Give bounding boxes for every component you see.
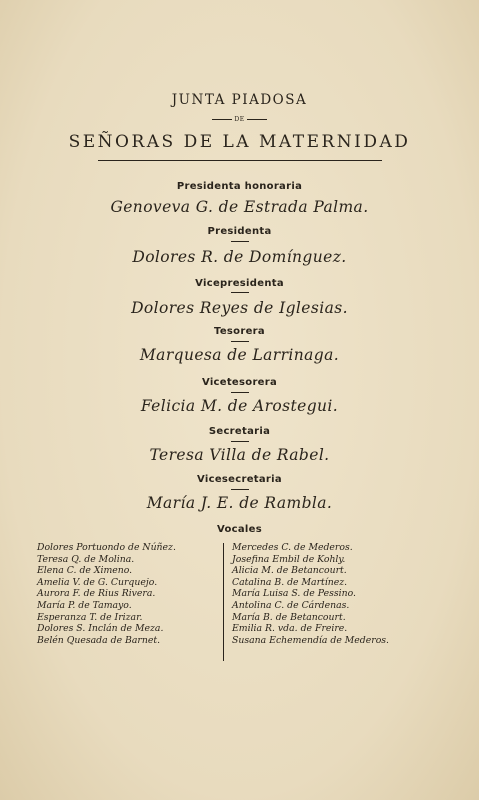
officer-name: Dolores Reyes de Iglesias. bbox=[131, 299, 348, 317]
vocales-right-column bbox=[232, 542, 389, 646]
title-rule bbox=[98, 160, 382, 161]
title-line-1: JUNTA PIADOSA bbox=[171, 92, 308, 108]
officer-name: Teresa Villa de Rabel. bbox=[149, 446, 330, 464]
officer-role: Vicepresidenta bbox=[195, 278, 284, 289]
officer-role: Tesorera bbox=[214, 326, 265, 337]
separator-rule bbox=[231, 241, 249, 242]
title-line-2: SEÑORAS DE LA MATERNIDAD bbox=[68, 132, 411, 152]
officer-role: Vicesecretaria bbox=[197, 474, 282, 485]
vocal-name: Alicia M. de Betancourt. bbox=[232, 565, 347, 577]
vocal-name: Belén Quesada de Barnet. bbox=[37, 634, 161, 646]
vocal-name: María P. de Tamayo. bbox=[37, 599, 132, 611]
vocal-name: María B. de Betancourt. bbox=[232, 611, 346, 623]
vocal-name: Elena C. de Ximeno. bbox=[37, 565, 133, 577]
officer-name: Felicia M. de Arostegui. bbox=[140, 397, 339, 415]
vocal-name: Esperanza T. de Irizar. bbox=[37, 611, 143, 623]
vocal-name: Dolores Portuondo de Núñez. bbox=[37, 542, 176, 553]
separator-rule bbox=[231, 441, 249, 442]
officer-name: Dolores R. de Domínguez. bbox=[132, 248, 347, 266]
vocal-name: Mercedes C. de Mederos. bbox=[232, 542, 353, 553]
officer-name: Genoveva G. de Estrada Palma. bbox=[110, 198, 369, 216]
vocal-name: Josefina Embil de Kohly. bbox=[232, 553, 346, 565]
officer-role: Presidenta honoraria bbox=[176, 181, 303, 192]
vocal-name: Dolores S. Inclán de Meza. bbox=[37, 623, 164, 635]
officer-role: Secretaria bbox=[208, 426, 271, 437]
officer-role: Vicetesorera bbox=[201, 377, 278, 388]
vocal-name: María Luisa S. de Pessino. bbox=[232, 588, 356, 600]
vocal-name: Catalina B. de Martínez. bbox=[232, 576, 348, 588]
separator-rule bbox=[231, 489, 249, 490]
vocales-left-column bbox=[37, 542, 176, 646]
vocal-name: Teresa Q. de Molina. bbox=[37, 553, 135, 565]
separator-rule bbox=[231, 292, 249, 293]
connector-dash-left bbox=[212, 119, 232, 120]
connector-dash-right bbox=[247, 119, 267, 120]
separator-rule bbox=[231, 341, 249, 342]
officer-role: Presidenta bbox=[207, 226, 272, 237]
vocal-name: Amelia V. de G. Curquejo. bbox=[37, 576, 158, 588]
vocal-name: Aurora F. de Rius Rivera. bbox=[37, 588, 156, 600]
officer-name: Marquesa de Larrinaga. bbox=[139, 346, 340, 364]
officer-name: María J. E. de Rambla. bbox=[146, 494, 333, 512]
connector-text: DE bbox=[234, 116, 245, 123]
vocal-name: Emilia R. vda. de Freire. bbox=[232, 623, 348, 635]
vocal-name: Antolina C. de Cárdenas. bbox=[232, 599, 350, 611]
vocal-name: Susana Echemendía de Mederos. bbox=[232, 634, 390, 646]
column-divider bbox=[223, 543, 224, 661]
vocales-heading: Vocales bbox=[216, 524, 262, 535]
title-connector bbox=[0, 116, 479, 123]
separator-rule bbox=[231, 392, 249, 393]
